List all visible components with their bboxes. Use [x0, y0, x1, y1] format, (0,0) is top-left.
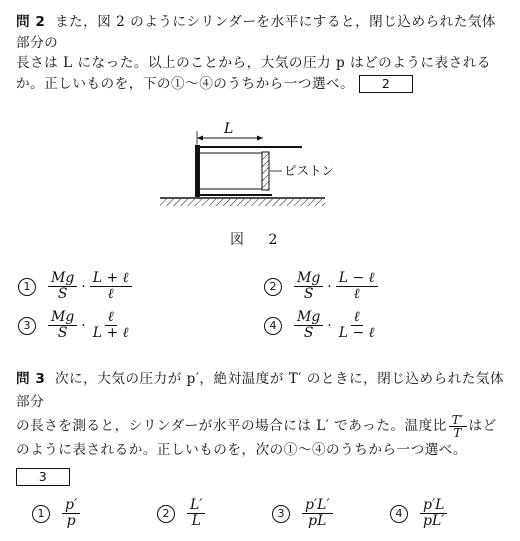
- q3-option-4[interactable]: [390, 498, 449, 529]
- fraction: $\frac{\text{ℓ}}{\text{L − ℓ}}$: [338, 309, 375, 341]
- option-number: 4: [390, 505, 408, 523]
- fraction: $\frac{\text{L − ℓ}}{\text{ℓ}}$: [336, 271, 378, 302]
- option-number: 2: [157, 505, 175, 523]
- q2-line3: か。正しいものを，下の①〜④のうちから一つ選べ。: [16, 75, 355, 92]
- length-label: L: [224, 121, 234, 137]
- cylinder-figure: [150, 116, 390, 230]
- q2-text: [16, 12, 510, 94]
- q3-line1: 次に，大気の圧力が p′，絶対温度が T′ のときに，閉じ込められた気体部分: [16, 371, 505, 410]
- q3-text: [16, 368, 510, 488]
- q3-line3: のように表されるか。正しいものを，次の①〜④のうちから一つ選べ。: [16, 442, 467, 458]
- fraction: $\frac{\text{L + ℓ}}{\text{ℓ}}$: [90, 271, 132, 302]
- q3-answer-box[interactable]: 3: [16, 468, 70, 486]
- fraction: $\frac{L'}{L}$: [187, 498, 205, 529]
- q3-label: 問 3: [16, 371, 46, 387]
- q2-answer-box[interactable]: 2: [359, 75, 413, 93]
- option-number: 1: [32, 505, 50, 523]
- q3-option-2[interactable]: [157, 498, 207, 529]
- option-number: 3: [272, 505, 290, 523]
- q3-option-3[interactable]: [272, 498, 335, 529]
- fraction: $\frac{Mg}{S}$: [48, 310, 77, 341]
- floor: [160, 198, 325, 206]
- fraction: $\frac{p'}{p}$: [62, 498, 80, 529]
- fraction: $\frac{Mg}{S}$: [48, 271, 77, 302]
- q2-option-4[interactable]: 4 $\frac{Mg}{S}$ · $\frac{\text{ℓ}}{\text{L − ℓ}}$: [264, 310, 380, 341]
- q2-line2: 長さは L になった。以上のことから，大気の圧力 p はどのように表される: [16, 55, 491, 71]
- q3-option-1[interactable]: [32, 498, 82, 529]
- fraction: $\frac{Mg}{S}$: [294, 310, 323, 341]
- piston-label: ピストン: [284, 163, 335, 178]
- fraction: $\frac{p'L'}{pL}$: [302, 498, 333, 529]
- fraction: $\frac{Mg}{S}$: [294, 271, 323, 302]
- q3-line2a: の長さを測ると，シリンダーが水平の場合には L′ であった。温度比: [16, 418, 447, 434]
- q2-line1: また，図 2 のようにシリンダーを水平にすると，閉じ込められた気体部分の: [16, 14, 497, 51]
- option-number: 4: [264, 317, 282, 335]
- figure-caption: 図 2: [230, 232, 288, 248]
- q2-option-3[interactable]: 3 $\frac{Mg}{S}$ · $\frac{\text{ℓ}}{\text{L + ℓ}}$: [18, 310, 134, 341]
- q2-option-2[interactable]: 2 $\frac{Mg}{S}$ · $\frac{\text{L − ℓ}}{\text{ℓ}}$: [264, 271, 380, 302]
- temperature-ratio: $\frac{T'}{T}$: [449, 414, 467, 439]
- piston: [262, 152, 269, 190]
- q2-label: 問 2: [16, 14, 46, 30]
- q3-line2b: はど: [468, 418, 497, 434]
- q2-option-1[interactable]: 1 $\frac{Mg}{S}$ · $\frac{\text{L + ℓ}}{\text{ℓ}}$: [18, 271, 134, 302]
- option-number: 1: [18, 278, 36, 296]
- fraction: $\frac{\text{ℓ}}{\text{L + ℓ}}$: [92, 309, 129, 341]
- option-number: 3: [18, 317, 36, 335]
- fraction: $\frac{p'L}{pL'}$: [420, 498, 447, 529]
- option-number: 2: [264, 278, 282, 296]
